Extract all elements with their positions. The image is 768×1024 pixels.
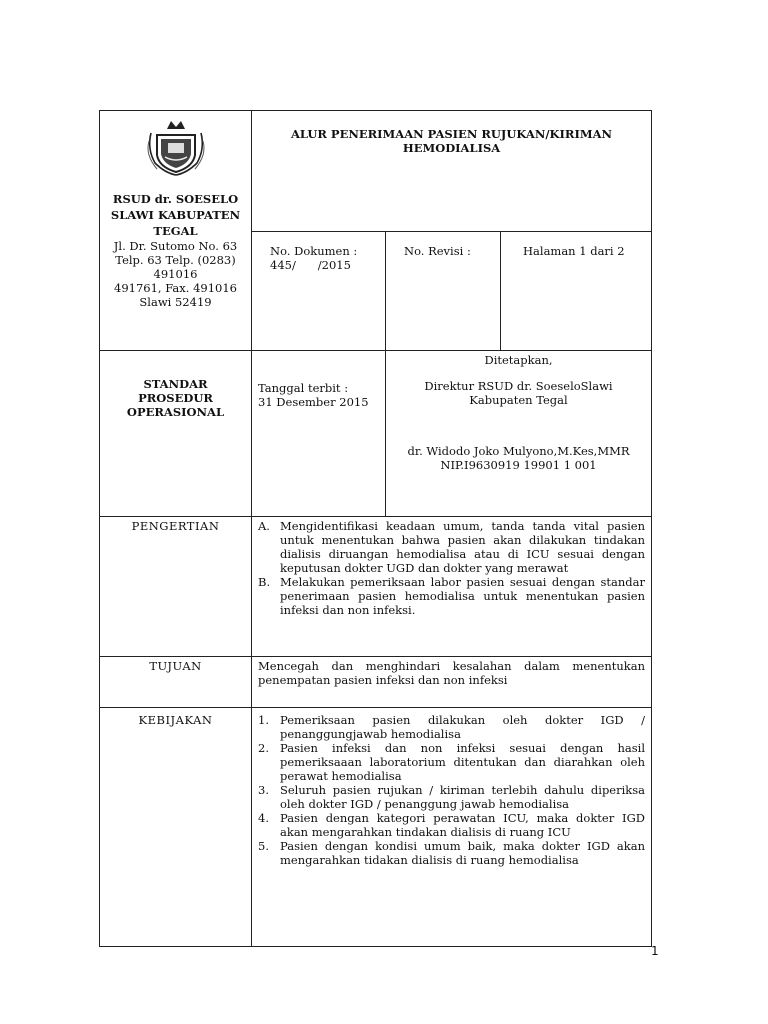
list-text: Pemeriksaan pasien dilakukan oleh dokter IGD / penanggungjawab hemodialisa [280, 713, 646, 741]
hospital-address-line: Telp. 63 Telp. (0283) [115, 253, 236, 267]
list-marker: 5. [258, 839, 269, 853]
list-text: Mengidentifikasi keadaan umum, tanda tanda vital pasien untuk menentukan bahwa pasien akan dilakukan tindakan dialisis diruangan hemodialisa atau di ICU sesuai dengan keputusan dokter UGD dan dokter yang merawat [280, 519, 646, 575]
pengertian-content-cell [252, 517, 652, 657]
list-item [258, 713, 645, 741]
issue-date-cell [252, 351, 386, 517]
list-text: Seluruh pasien rujukan / kiriman terlebih dahulu diperiksa oleh dokter IGD / penanggung jawab hemodialisa [280, 783, 646, 811]
document-title: ALUR PENERIMAAN PASIEN RUJUKAN/KIRIMAN [290, 127, 613, 141]
set-by-label: Ditetapkan, [484, 353, 553, 367]
tujuan-label-cell [100, 657, 252, 708]
list-text: Pasien dengan kategori perawatan ICU, maka dokter IGD akan mengarahkan tindakan dialisis di ruang ICU [280, 811, 646, 839]
section-label: TUJUAN [149, 659, 202, 673]
sop-label-line: OPERASIONAL [126, 405, 225, 419]
issue-date-label: Tanggal terbit : [258, 381, 349, 395]
list-item [258, 519, 645, 575]
hospital-address-line: 491016 [153, 267, 198, 281]
sop-label-cell [100, 351, 252, 517]
pengertian-label-cell [100, 517, 252, 657]
list-text: Melakukan pemeriksaan labor pasien sesuai dengan standar penerimaan pasien hemodialisa untuk menentukan pasien infeksi dan non infeksi. [280, 575, 646, 617]
document-number-label: No. Dokumen : [270, 244, 358, 258]
director-title: Direktur RSUD dr. SoeseloSlawi [424, 379, 613, 393]
sop-label-line: STANDAR [143, 377, 208, 391]
list-marker: 1. [258, 713, 269, 727]
hospital-header-cell [100, 111, 252, 351]
list-item [258, 783, 645, 811]
list-text: Pasien infeksi dan non infeksi sesuai dengan hasil pemeriksaaan laboratorium ditentukan dan diarahkan oleh perawat hemodialisa [280, 741, 646, 783]
page-number: 1 [651, 944, 659, 958]
list-marker: B. [258, 575, 271, 589]
hospital-address-line: Jl. Dr. Sutomo No. 63 [113, 239, 238, 253]
list-marker: 3. [258, 783, 269, 797]
signer-name: dr. Widodo Joko Mulyono,M.Kes,MMR [407, 444, 630, 458]
document-title-line2: HEMODIALISA [402, 141, 501, 155]
sop-label-line: PROSEDUR [138, 391, 213, 405]
revision-label: No. Revisi : [404, 244, 471, 258]
page-info: Halaman 1 dari 2 [523, 244, 625, 258]
hospital-address-line: Slawi 52419 [139, 295, 212, 309]
sop-table [99, 110, 652, 947]
approval-cell [386, 351, 652, 517]
list-item [258, 575, 645, 617]
list-marker: 4. [258, 811, 269, 825]
director-title-line2: Kabupaten Tegal [469, 393, 568, 407]
kebijakan-label-cell [100, 708, 252, 947]
list-item [258, 811, 645, 839]
list-item [258, 741, 645, 783]
document-title-cell [252, 111, 652, 232]
revision-cell [386, 232, 501, 351]
tujuan-text: Mencegah dan menghindari kesalahan dalam menentukan penempatan pasien infeksi dan non infeksi [258, 659, 646, 687]
list-marker: A. [258, 519, 270, 533]
page-info-cell [501, 232, 652, 351]
document-number-cell [252, 232, 386, 351]
section-label: KEBIJAKAN [138, 713, 213, 727]
list-item [258, 839, 645, 867]
kebijakan-content-cell [252, 708, 652, 947]
issue-date-value: 31 Desember 2015 [258, 395, 369, 409]
hospital-address-line: 491761, Fax. 491016 [114, 281, 237, 295]
hospital-name: RSUD dr. SOESELO SLAWI KABUPATEN TEGAL [110, 192, 241, 238]
list-text: Pasien dengan kondisi umum baik, maka dokter IGD akan mengarahkan tidakan dialisis di ruang hemodialisa [280, 839, 646, 867]
regency-emblem-icon [100, 115, 251, 177]
document-number-value: 445/ /2015 [270, 258, 351, 272]
tujuan-content-cell [252, 657, 652, 708]
signer-nip: NIP.I9630919 19901 1 001 [440, 458, 597, 472]
list-marker: 2. [258, 741, 269, 755]
section-label: PENGERTIAN [131, 519, 220, 533]
